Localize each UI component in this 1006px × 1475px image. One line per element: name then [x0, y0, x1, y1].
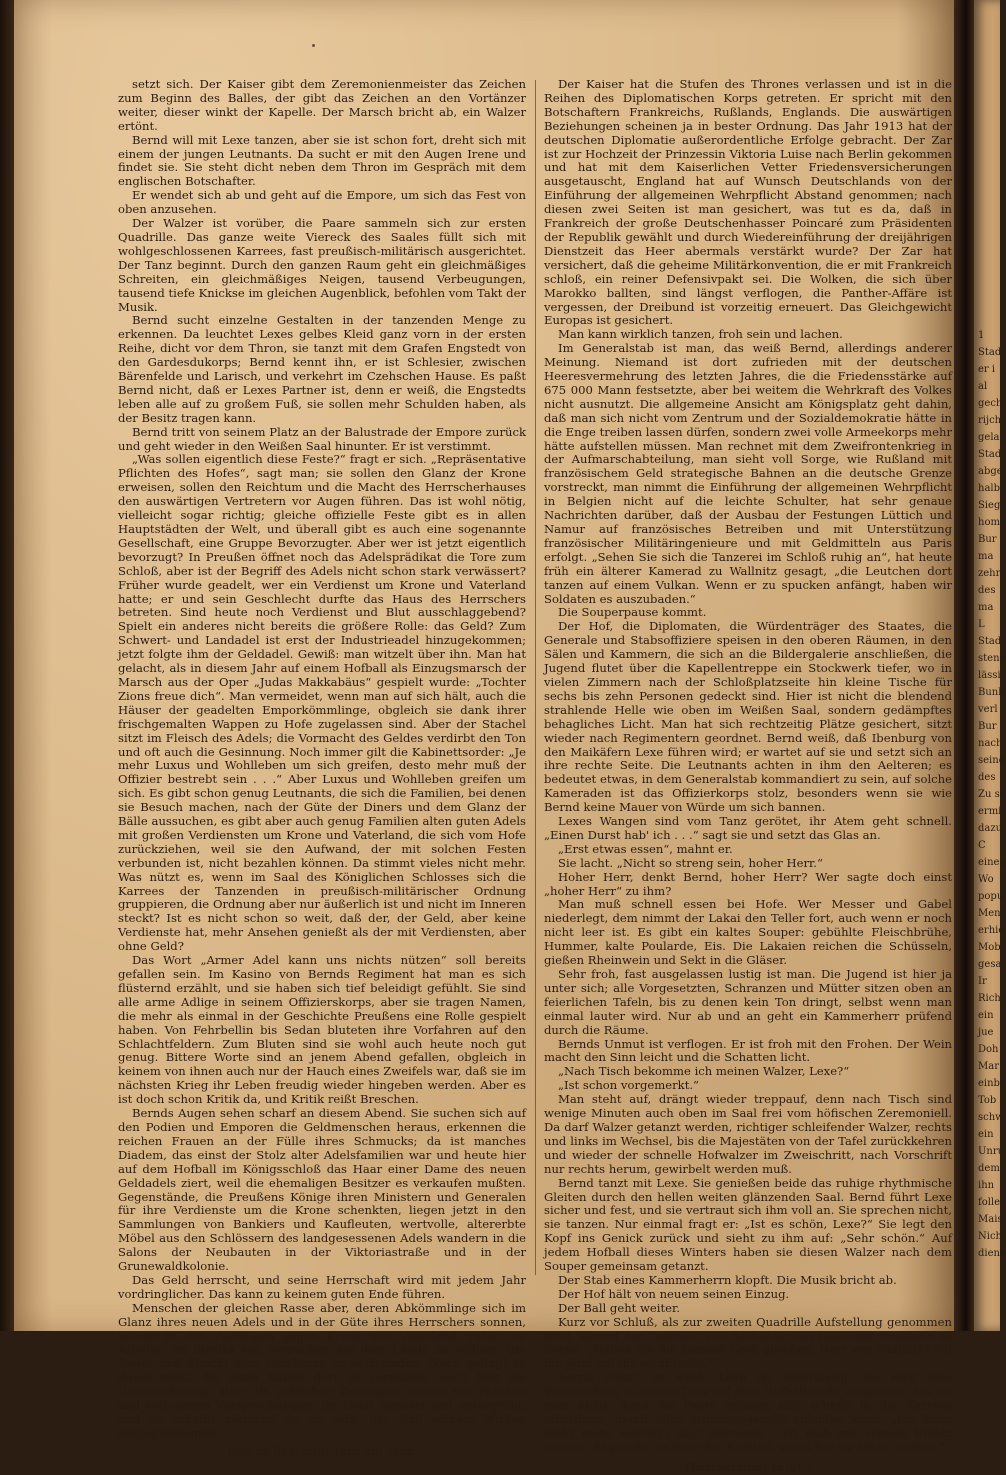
paragraph: Bernds Unmut ist verflogen. Er ist froh mit den Frohen. Der Wein macht den Sinn leicht und die Schatten licht.	[544, 1036, 952, 1065]
adjacent-page-fragment: Stad	[978, 347, 1002, 358]
adjacent-page-fragment: erhie	[978, 925, 1005, 936]
right-text-column	[544, 78, 952, 1475]
adjacent-page-fragment: Mob	[978, 942, 1001, 953]
adjacent-page-fragment: ein	[978, 1129, 994, 1140]
adjacent-page-fragment: gesa	[978, 959, 1002, 970]
paragraph: Man kann wirklich tanzen, froh sein und lachen.	[558, 327, 843, 342]
paragraph: Sehr froh, fast ausgelassen lustig ist man. Die Jugend ist hier ja unter sich; alle Vorgesetzten, Schranzen und Mütter sitzen oben an feierlichen Tafeln, bis zu denen kein Ton dringt, selbst wenn man einmal lauter wird. Nur ab und an geht ein Kammerherr prüfend durch die Räume.	[544, 967, 952, 1037]
adjacent-page-fragment: Sieg	[978, 500, 1001, 511]
adjacent-page-fragment: Stad	[978, 636, 1002, 647]
adjacent-page-fragment: zehr	[978, 568, 1001, 579]
paragraph: Das Geld herrscht, und seine Herrschaft wird mit jedem Jahr vordringlicher. Das kann zu keinem guten Ende führen.	[118, 1272, 526, 1301]
adjacent-page-fragment: einbl	[978, 1078, 1004, 1089]
adjacent-page-fragment: Mais	[978, 1214, 1003, 1225]
paragraph: Man steht auf, drängt wieder treppauf, denn nach Tisch sind wenige Minuten auch oben im Saal frei vom höfischen Zeremoniell. Da darf Walzer getanzt werden, richtiger schleifender Walzer, rechts und links im Wechsel, bis die Majestäten von der Tafel zurückkehren und wieder der schnelle Hofwalzer im Zweischritt, nach Vorschrift nur rechts herum, gewirbelt werden muß.	[544, 1092, 952, 1176]
book-gutter	[954, 0, 974, 1331]
paragraph: Bernd sucht einzelne Gestalten in der tanzenden Menge zu erkennen. Da leuchtet Lexes gelbes Kleid ganz vorn in der ersten Reihe, dicht vor dem Thron, sie tanzt mit dem Grafen Engstedt von den Gardesdukorps; Bernd kennt ihn, er ist Schlesier, zwischen Bärenfelde und Larisch, und verkehrt im Czehschen Hause. Es paßt Bernd nicht, daß er Lexes Partner ist, denn er weiß, die Engstedts leben alle auf zu großem Fuß, sie sollen mehr Schulden haben, als der Besitz tragen kann.	[118, 313, 526, 425]
paragraph: Die Souperpause kommt.	[558, 605, 707, 620]
scan-left-edge	[0, 0, 14, 1331]
adjacent-page-fragment: diene	[978, 1248, 1006, 1259]
paragraph: Der Stab eines Kammerherrn klopft. Die Musik bricht ab.	[558, 1272, 897, 1287]
paragraph: Der Kaiser hat die Stufen des Thrones verlassen und ist in die Reihen des Diplomatischen Korps getreten. Er spricht mit den Botschaftern Frankreichs, Rußlands, Englands. Die auswärtigen Beziehungen scheinen ja in bester Ordnung. Das Jahr 1913 hat der deutschen Diplomatie außerordentliche Erfolge gebracht. Der Zar ist zur Hochzeit der Prinzessin Viktoria Luise nach Berlin gekommen und hat mit dem Kaiserlichen Vetter Friedensversicherungen ausgetauscht, England hat auf Wunsch Deutschlands von der Einführung der allgemeinen Wehrpflicht Abstand genommen; nach diesen zwei Seiten ist man gesichert, was tut es da, daß in Frankreich der große Deutschenhasser Poincaré zum Präsidenten der Republik gewählt und durch Wiedereinführung der dreijährigen Dienstzeit das Heer abermals verstärkt wurde? Der Zar hat versichert, daß die geheime Militärkonvention, die er mit Frankreich schloß, ein reiner Defensivpakt sei. Die Wolken, die sich über Marokko ballten, sind längst verflogen, die Panther-Affäre ist vergessen, der Dreibund ist vorzeitig erneuert. Das Gleichgewicht Europas ist gesichert.	[544, 77, 952, 328]
left-text-column	[118, 78, 526, 1459]
adjacent-page-fragment: nach	[978, 738, 1003, 749]
paragraph: Im Generalstab ist man, das weiß Bernd, allerdings anderer Meinung. Niemand ist dort zufrieden mit der deutschen Heeresvermehrung des letzten Jahres, die die Friedensstärke auf 675 000 Mann festsetzte, aber bei weitem die Wehrkraft des Volkes nicht ausnutzt. Die allgemeine Ansicht am Königsplatz geht dahin, daß man sich nicht vom Zentrum und der Sozialdemokratie hätte in die Enge treiben lassen dürfen, sondern zwei volle Armeekorps mehr hätte aufstellen müssen. Man rechnet mit dem Zweifrontenkrieg in der Aufmarschabteilung, man sieht voll Sorge, wie Rußland mit französischem Geld strategische Bahnen an die deutsche Grenze vorstreckt, man nimmt die Einführung der allgemeinen Wehrpflicht in Belgien nicht auf die leichte Schulter, hat sehr genaue Nachrichten darüber, daß der Ausbau der Festungen Lüttich und Namur auf französisches Betreiben und mit Unterstützung französischer Militäringenieure und mit Geldmitteln aus Paris erfolgt. „Sehen Sie sich die Tanzerei im Schloß ruhig an“, hat heute früh ein älterer Kamerad zu Wallnitz gesagt, „die Leutchen dort tanzen auf einem Vulkan. Wenn er zu spucken anfängt, haben wir Soldaten es auszubaden.“	[544, 341, 952, 606]
paragraph: Er wendet sich ab und geht auf die Empore, um sich das Fest von oben anzusehen.	[118, 188, 526, 217]
paragraph: „Erst etwas essen“, mahnt er.	[558, 841, 733, 856]
paragraph: Man muß schnell essen bei Hofe. Wer Messer und Gabel niederlegt, dem nimmt der Lakai den Teller fort, auch wenn er noch nicht leer ist. Es gibt ein kaltes Souper: gebühlte Fleischbrühe, Hummer, kalte Poularde, Eis. Die Lakaien reichen die Schüsseln, gießen Rheinwein und Sekt in die Gläser.	[544, 897, 952, 968]
adjacent-page-fragment: lässi	[978, 670, 1001, 681]
newspaper-page	[14, 0, 954, 1474]
paragraph: Der Walzer ist vorüber, die Paare sammeln sich zur ersten Quadrille. Das ganze weite Viereck des Saales füllt sich mit wohlgeschlossenen Karrees, fast preußisch-militärisch ausgerichtet. Der Tanz beginnt. Durch den ganzen Raum geht ein gleichmäßiges Schreiten, ein gleichmäßiges Neigen, tausend Verbeugungen, tausend tiefe Knickse im gleichen Augenblick, befohlen vom Takt der Musik.	[118, 216, 526, 314]
adjacent-page-fragment: Zu si	[978, 789, 1003, 800]
adjacent-page-fragment: Doh	[978, 1044, 999, 1055]
adjacent-page-fragment: rijch	[978, 415, 1002, 426]
adjacent-page-fragment: gela	[978, 432, 1000, 443]
adjacent-page-fragment: Ir	[978, 976, 987, 987]
paragraph: Menschen der gleichen Rasse aber, deren Abkömmlinge sich im Glanz ihres neuen Adels und in der Güte ihres Herrschers sonnen, hetzen in den Zeitungen gegen Krone und Vaterland, rufen die Arbeiter zu Streiks auf, versuchen auf dem Lande zu wühlen, um Bauer und Knecht dem Gutsherrn zu entfremden. Noch gelingt es ihnen nicht, die alten Bande dort zu zerreißen, noch hält die Ueberlieferung, aber die jüdischen Zeitungen locken mit Phrasen und verlogenen Versprechungen; ihr Geist zersetzt und untergräbt, und es scheint niemand da zu sein, der sich seinem Wirken entgegenstemmt.	[118, 1300, 526, 1440]
adjacent-page-fragment: abge	[978, 466, 1003, 477]
paragraph: Bernd stutzt, er weiß: Lexe ist zuverlässig, sie wird eine Verabredung zu einem Tanz auf dem Hofball nicht vergessen; das tut man nicht, denn die Paare müssen sich schnell in die Karrees einordnen, damit alles ordnungsgemäß ablaufen kann. „Ich kann nicht mehr warten“, sagt Bärheide, „ich muß mir schnell Ersatz suchen. Sagen Sie es bitte der Komteß, wenn Sie sie sehen sollten.“	[544, 1370, 952, 1454]
paragraph: Bernd tritt von seinem Platz an der Balustrade der Empore zurück und geht wieder in den Weißen Saal hinunter. Er ist verstimmt.	[118, 424, 526, 453]
adjacent-page-fragment: ein	[978, 1010, 994, 1021]
column-divider	[535, 80, 536, 1275]
adjacent-page-fragment: Mar	[978, 1061, 999, 1072]
adjacent-page-fragment: er i	[978, 364, 996, 375]
paragraph: Hoher Herr, denkt Bernd, hoher Herr? Wer sagte doch einst „hoher Herr“ zu ihm?	[544, 869, 952, 898]
adjacent-page-fragment: al	[978, 381, 988, 392]
paragraph: Der Ball geht weiter.	[558, 1300, 680, 1315]
adjacent-page-fragment: des	[978, 585, 996, 596]
adjacent-page-strip	[974, 0, 1006, 1331]
adjacent-page-fragment: Bur	[978, 534, 997, 545]
adjacent-page-fragment: des	[978, 772, 996, 783]
adjacent-page-fragment: ma	[978, 551, 994, 562]
adjacent-page-fragment: folle	[978, 1197, 1001, 1208]
adjacent-page-fragment: 1	[978, 330, 985, 341]
paragraph: Kurz vor Schluß, als zur zweiten Quadrille Aufstellung genommen wird, kommt der Leutnant von Bärheide vom Regiment Elisabeth zu Bernd. „Haben Sie die Komteß Czeh gesehen, Herr von Wallnitz? Ich bin jetzt mit ihr verabredet.“	[544, 1314, 952, 1371]
adjacent-page-fragment: dem	[978, 1163, 1000, 1174]
paragraph: Das Wort „Armer Adel kann uns nichts nützen“ soll bereits gefallen sein. Im Kasino von Bernds Regiment hat man es sich flüsternd erzählt, und sie haben sich tief beleidigt gefühlt. Sie sind alle arme Adlige in seinem Offizierskorps, aber sie tragen Namen, die mehr als einmal in der Geschichte Preußens eine Rolle gespielt haben. Von Fehrbellin bis Sedan bluteten ihre Vorfahren auf den Schlachtfeldern. Zum Bluten sind sie wohl auch heute noch gut genug. Bittere Worte sind an jenem Abend gefallen, obgleich in keinem von ihnen auch nur der Hauch eines Zweifels war, daß sie im nächsten Krieg ihr Leben freudig wieder hingeben werden. Aber es ist doch schon Kritik da, und Kritik reißt Breschen.	[118, 953, 526, 1107]
adjacent-page-fragment: Rich	[978, 993, 1001, 1004]
adjacent-page-fragment: ermi	[978, 806, 1002, 817]
paragraph: Sie lacht. „Nicht so streng sein, hoher Herr.“	[558, 855, 823, 870]
paragraph: Bernds Augen sehen scharf an diesem Abend. Sie suchen sich auf den Podien und Emporen die Geldmenschen heraus, erkennen die reichen Frauen an der Fülle ihres Schmucks; da ist manches Diadem, das einst der Stolz alter Adelsfamilien war und heute hier auf dem Hofball im Königsschloß das Haar einer Dame des neuen Geldadels ziert, weil die ehemaligen Besitzer es verkaufen mußten. Gegenstände, die Preußens Könige ihren Ministern und Generalen für ihre Verdienste um die Krone schenkten, liegen jetzt in den Sammlungen von Bankiers und Kaufleuten, wertvolle, altererbte Möbel aus den Schlössern des landgesessenen Adels wandern in die Salons der Neubauten in der Viktoriastraße und in der Grunewaldkolonie.	[118, 1106, 526, 1274]
adjacent-page-fragment: Bunk	[978, 687, 1005, 698]
adjacent-page-fragment: hom	[978, 517, 1000, 528]
adjacent-page-fragment: Tob	[978, 1095, 997, 1106]
adjacent-page-fragment: dazu	[978, 823, 1003, 834]
paragraph: Der Hof hält von neuem seinen Einzug.	[558, 1286, 790, 1301]
adjacent-page-fragment: L	[978, 619, 985, 630]
adjacent-page-fragment: halb	[978, 483, 1001, 494]
adjacent-page-fragment: gech	[978, 398, 1003, 409]
adjacent-page-fragment: Stad	[978, 449, 1002, 460]
adjacent-page-fragment: schw	[978, 1112, 1004, 1123]
continued-notice: (Fortsetzung folgt.)	[684, 1459, 812, 1474]
adjacent-page-fragment: Unru	[978, 1146, 1005, 1157]
paragraph: „Ist schon vorgemerkt.“	[558, 1078, 699, 1093]
paragraph: Der Hof, die Diplomaten, die Würdenträger des Staates, die Generale und Stabsoffiziere speisen in den oberen Räumen, in den Sälen und Kammern, die sich an die Bildergalerie anschließen, die Jugend flutet über die Kapellentreppe ein Stockwerk tiefer, wo in vielen Zimmern nach der Schloßplatzseite hin kleine Tische für sechs bis zehn Personen gedeckt sind. Hier ist nicht die blendend strahlende Helle wie oben im Weißen Saal, sondern gedämpftes behagliches Licht. Man hat sich rechtzeitig Plätze gesichert, sitzt wieder nach Regimentern geordnet. Bernd weiß, daß Ibenburg von den Maikäfern Lexe führen wird; er wartet auf sie und setzt sich an ihre rechte Seite. Die Leutnants achten in ihm den Aelteren; es bedeutet etwas, in dem Generalstab kommandiert zu sein, auf solche Kameraden ist das Offizierkorps stolz, besonders wenn sie wie Bernd keine Mauer von Würde um sich bannen.	[544, 619, 952, 815]
paragraph: Lexes Wangen sind vom Tanz gerötet, ihr Atem geht schnell. „Einen Durst hab' ich . . .“ sagt sie und setzt das Glas an.	[544, 814, 952, 842]
adjacent-page-fragment: verl	[978, 704, 998, 715]
adjacent-page-fragment: ma	[978, 602, 994, 613]
paragraph: Bernd will mit Lexe tanzen, aber sie ist schon fort, dreht sich mit einem der jungen Leutnants. Da sucht er mit den Augen Irene und findet sie. Sie steht dicht neben dem Thron im Gespräch mit dem englischen Botschafter.	[118, 132, 526, 189]
adjacent-page-fragment: Bur	[978, 721, 997, 732]
adjacent-page-fragment: Men	[978, 908, 1001, 919]
adjacent-page-fragment: seine	[978, 755, 1005, 766]
adjacent-page-fragment: ihn	[978, 1180, 995, 1191]
adjacent-page-fragment: einen	[978, 857, 1006, 868]
adjacent-page-fragment: Wo	[978, 874, 994, 885]
adjacent-page-fragment: jue	[978, 1027, 994, 1038]
adjacent-page-fragment: Nich	[978, 1231, 1002, 1242]
adjacent-page-fragment: C	[978, 840, 986, 851]
paragraph: Bernd tanzt mit Lexe. Sie genießen beide das ruhige rhythmische Gleiten durch den hellen weiten glänzenden Saal. Bernd führt Lexe sicher und fest, und sie vertraut sich ihm voll an. Sie sprechen nicht, sie tanzen. Nur einmal fragt er: „Ist es schön, Lexe?“ Sie legt den Kopf ins Genick zurück und sieht zu ihm auf: „Sehr schön.“ Auf jedem Hofball dieses Winters haben sie diesen Walzer nach dem Souper gemeinsam getanzt.	[544, 1175, 952, 1274]
paragraph: „Nach Tisch bekomme ich meinen Walzer, Lexe?“	[558, 1064, 850, 1079]
paragraph: „Was sollen eigentlich diese Feste?“ fragt er sich. „Repräsentative Pflichten des Hofes“, sagt man; sie sollen den Glanz der Krone erweisen, sollen den Reichtum und die Macht des Herrscherhauses den auswärtigen Vertretern vor Augen führen. Das ist wohl nötig, vielleicht sogar richtig; gleiche offizielle Feste gibt es in allen Hauptstädten der Welt, und überall gibt es auch eine sogenannte Gesellschaft, eine Gruppe Bevorzugter. Aber wer ist jetzt eigentlich bevorzugt? In Preußen öffnet noch das Adelsprädikat die Tore zum Schloß, aber ist der Begriff des Adels nicht schon stark verwässert? Früher wurde geadelt, wer ein Verdienst um Krone und Vaterland hatte; er und sein Geschlecht durfte das Haus des Herrschers betreten. Sind heute noch Verdienst und Blut ausschlaggebend? Spielt ein anderes nicht bereits die größere Rolle: das Geld? Zum Schwert- und Landadel ist erst der Industrieadel hinzugekommen; jetzt folgte ihm der Geldadel. Gewiß: man witzelt über ihn. Man hat gelacht, als in diesem Jahr auf einem Hofball als Einzugsmarsch der Marsch aus der Oper „Judas Makkabäus“ gespielt wurde: „Tochter Zions freue dich“. Man vermeidet, wenn man auf sich hält, auch die Häuser der geadelten Emporkömmlinge, obgleich sie dank ihrer frischgemalten Wappen zu Hofe zugelassen sind. Aber der Stachel sitzt im Fleisch des Adels; die Vormacht des Geldes verdirbt den Ton und oft auch die Gesinnung. Noch immer gilt die Kabinettsorder: „Je mehr Luxus und Wohlleben um sich greifen, desto mehr muß der Offizier bestrebt sein . . .“ Aber Luxus und Wohlleben greifen um sich. Es gibt schon genug Leutnants, die sich die Familien, bei denen sie Besuch machen, nach der Güte der Diners und dem Glanz der Bälle aussuchen, es gibt aber auch genug Familien alten guten Adels mit großen Verdiensten um Krone und Vaterland, die sich vom Hofe zurückziehen, weil sie den Aufwand, der mit solchen Festen verbunden ist, nicht bezahlen können. Da stimmt vieles nicht mehr. Was nützt es, wenn im Saal des Königlichen Schlosses sich die Karrees der Tanzenden in preußisch-militärischer Ordnung gruppieren, die Ordnung aber nur äußerlich ist und nicht im Inneren steckt? Ist es nicht schon so weit, daß der, der Geld, aber keine Verdienste hat, mehr Ansehen genießt als der mit Verdiensten, aber ohne Geld?	[118, 452, 526, 954]
paragraph: setzt sich. Der Kaiser gibt dem Zeremonienmeister das Zeichen zum Beginn des Balles, der gibt das Zeichen an den Vortänzer weiter, dieser winkt der Kapelle. Der Marsch bricht ab, ein Walzer ertönt.	[118, 77, 526, 133]
adjacent-page-fragment: popu	[978, 891, 1004, 902]
adjacent-page-fragment: stens	[978, 653, 1005, 664]
print-speck	[312, 44, 315, 47]
closing-line: Und im Saal folgt Tanz auf Tanz.	[226, 1443, 418, 1458]
